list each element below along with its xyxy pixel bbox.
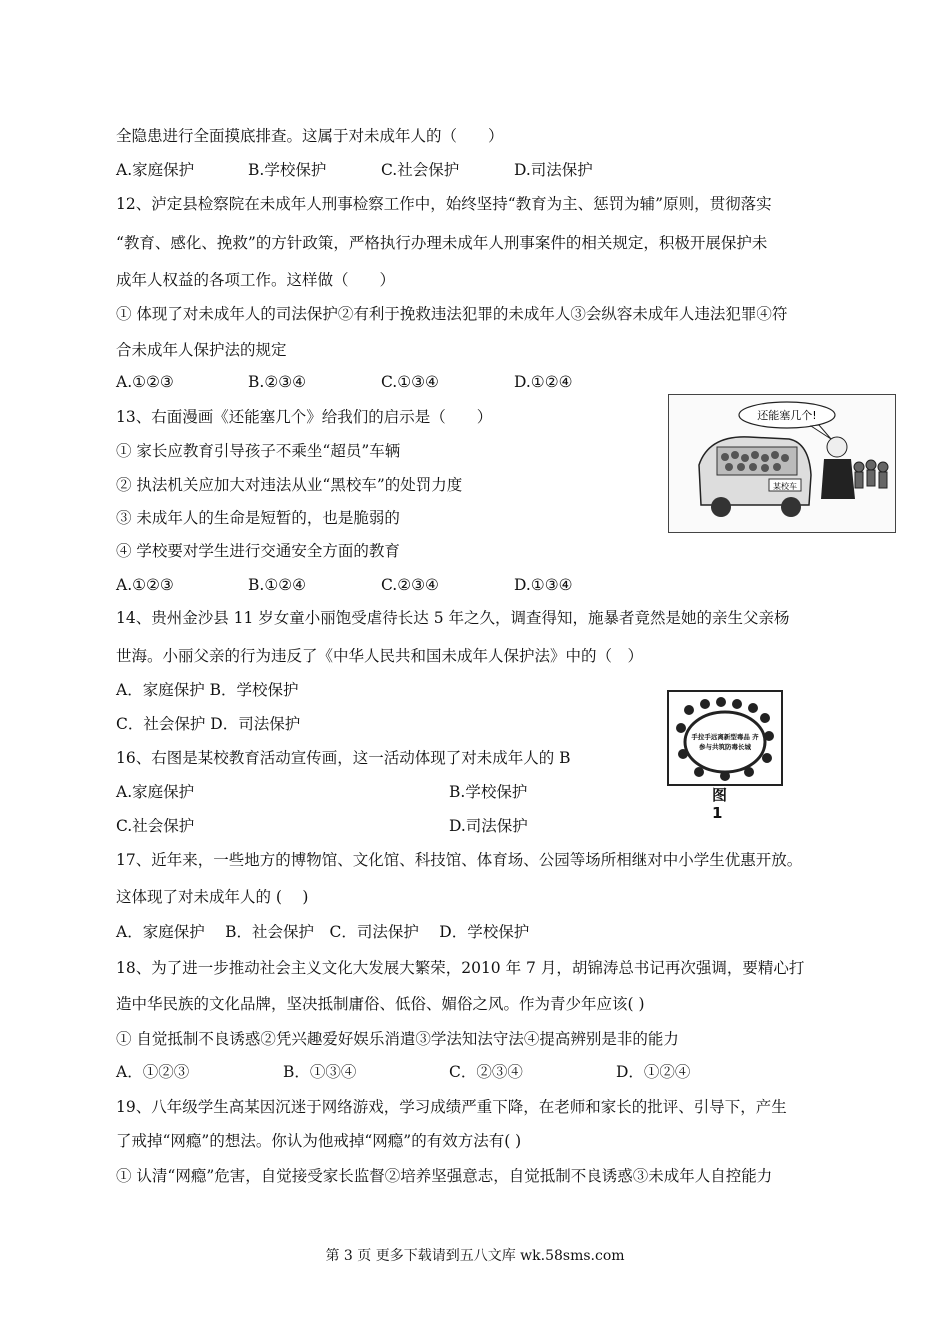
page-footer: 第 3 页 更多下载请到五八文库 wk.58sms.com [325, 1248, 625, 1264]
text-line: ① 自觉抵制不良诱惑②凭兴趣爱好娱乐消遣③学法知法守法④提高辨别是非的能力 [116, 1030, 679, 1048]
text-line: 合未成年人保护法的规定 [116, 341, 287, 359]
option-b: B.学校保护 [248, 161, 327, 179]
question-13: 13、右面漫画《还能塞几个》给我们的启示是（ ） [116, 408, 493, 426]
text-line: ④ 学校要对学生进行交通安全方面的教育 [116, 542, 400, 560]
bus-label: 某校车 [773, 482, 797, 491]
option-a: A.①②③ [116, 576, 174, 594]
option-a: A.家庭保护 [116, 783, 195, 801]
option-b: B.①②④ [248, 576, 307, 594]
option-d: D.司法保护 [514, 161, 593, 179]
option-d: D.①③④ [514, 576, 573, 594]
text-line: C．社会保护 D．司法保护 [116, 715, 301, 733]
option-d: D.①②④ [514, 373, 573, 391]
option-b: B.学校保护 [449, 783, 528, 801]
poster-text: 手拉手远离新型毒品 齐参与共筑防毒长城 [691, 733, 759, 751]
text-line: ① 家长应教育引导孩子不乘坐“超员”车辆 [116, 442, 401, 460]
poster-illustration [667, 690, 783, 786]
option-a: A.家庭保护 [116, 161, 195, 179]
speech-bubble-text: 还能塞几个! [757, 409, 817, 422]
option-a: A．①②③ [116, 1063, 190, 1081]
text-line: 成年人权益的各项工作。这样做（ ） [116, 271, 396, 289]
text-line: 世海。小丽父亲的行为违反了《中华人民共和国未成年人保护法》中的（ ） [116, 647, 644, 665]
question-12: 12、泸定县检察院在未成年人刑事检察工作中，始终坚持“教育为主、惩罚为辅”原则，贯彻落实 [116, 195, 772, 213]
text-line: 全隐患进行全面摸底排查。这属于对未成年人的（ ） [116, 127, 504, 145]
text-line: “教育、感化、挽救”的方针政策，严格执行办理未成年人刑事案件的相关规定，积极开展保护未 [116, 234, 768, 252]
figure-caption: 图 [712, 786, 728, 804]
option-b: B.②③④ [248, 373, 307, 391]
option-c: C.社会保护 [116, 817, 195, 835]
option-c: C.社会保护 [381, 161, 460, 179]
text-line: 这体现了对未成年人的 ( ) [116, 888, 309, 906]
option-d: D．①②④ [616, 1063, 691, 1081]
option-c: C.①③④ [381, 373, 439, 391]
text-line: A．家庭保护 B．社会保护 C．司法保护 D．学校保护 [116, 923, 530, 941]
text-line: ① 认清“网瘾”危害，自觉接受家长监督②培养坚强意志，自觉抵制不良诱惑③未成年人自控能力 [116, 1167, 773, 1185]
option-d: D.司法保护 [449, 817, 528, 835]
question-18: 18、为了进一步推动社会主义文化大发展大繁荣，2010 年 7 月，胡锦涛总书记再次强调，要精心打 [116, 959, 805, 977]
option-c: C.②③④ [381, 576, 439, 594]
text-line: 造中华民族的文化品牌，坚决抵制庸俗、低俗、媚俗之风。作为青少年应该( ) [116, 995, 645, 1013]
figure-caption-number: 1 [712, 804, 723, 822]
question-17: 17、近年来，一些地方的博物馆、文化馆、科技馆、体育场、公园等场所相继对中小学生优惠开放。 [116, 851, 803, 869]
text-line: ② 执法机关应加大对违法从业“黑校车”的处罚力度 [116, 476, 463, 494]
option-b: B．①③④ [283, 1063, 357, 1081]
text-line: 了戒掉“网瘾”的想法。你认为他戒掉“网瘾”的有效方法有( ) [116, 1132, 522, 1150]
question-19: 19、八年级学生高某因沉迷于网络游戏，学习成绩严重下降，在老师和家长的批评、引导下，产生 [116, 1098, 787, 1116]
option-a: A.①②③ [116, 373, 174, 391]
text-line: A．家庭保护 B．学校保护 [116, 681, 299, 699]
cartoon-illustration [668, 394, 896, 533]
option-c: C．②③④ [449, 1063, 523, 1081]
text-line: ① 体现了对未成年人的司法保护②有利于挽救违法犯罪的未成年人③会纵容未成年人违法犯罪④符 [116, 305, 788, 323]
text-line: ③ 未成年人的生命是短暂的，也是脆弱的 [116, 509, 400, 527]
question-16: 16、右图是某校教育活动宣传画，这一活动体现了对未成年人的 B [116, 749, 571, 767]
question-14: 14、贵州金沙县 11 岁女童小丽饱受虐待长达 5 年之久，调查得知，施暴者竟然是她的亲生父亲杨 [116, 609, 790, 627]
